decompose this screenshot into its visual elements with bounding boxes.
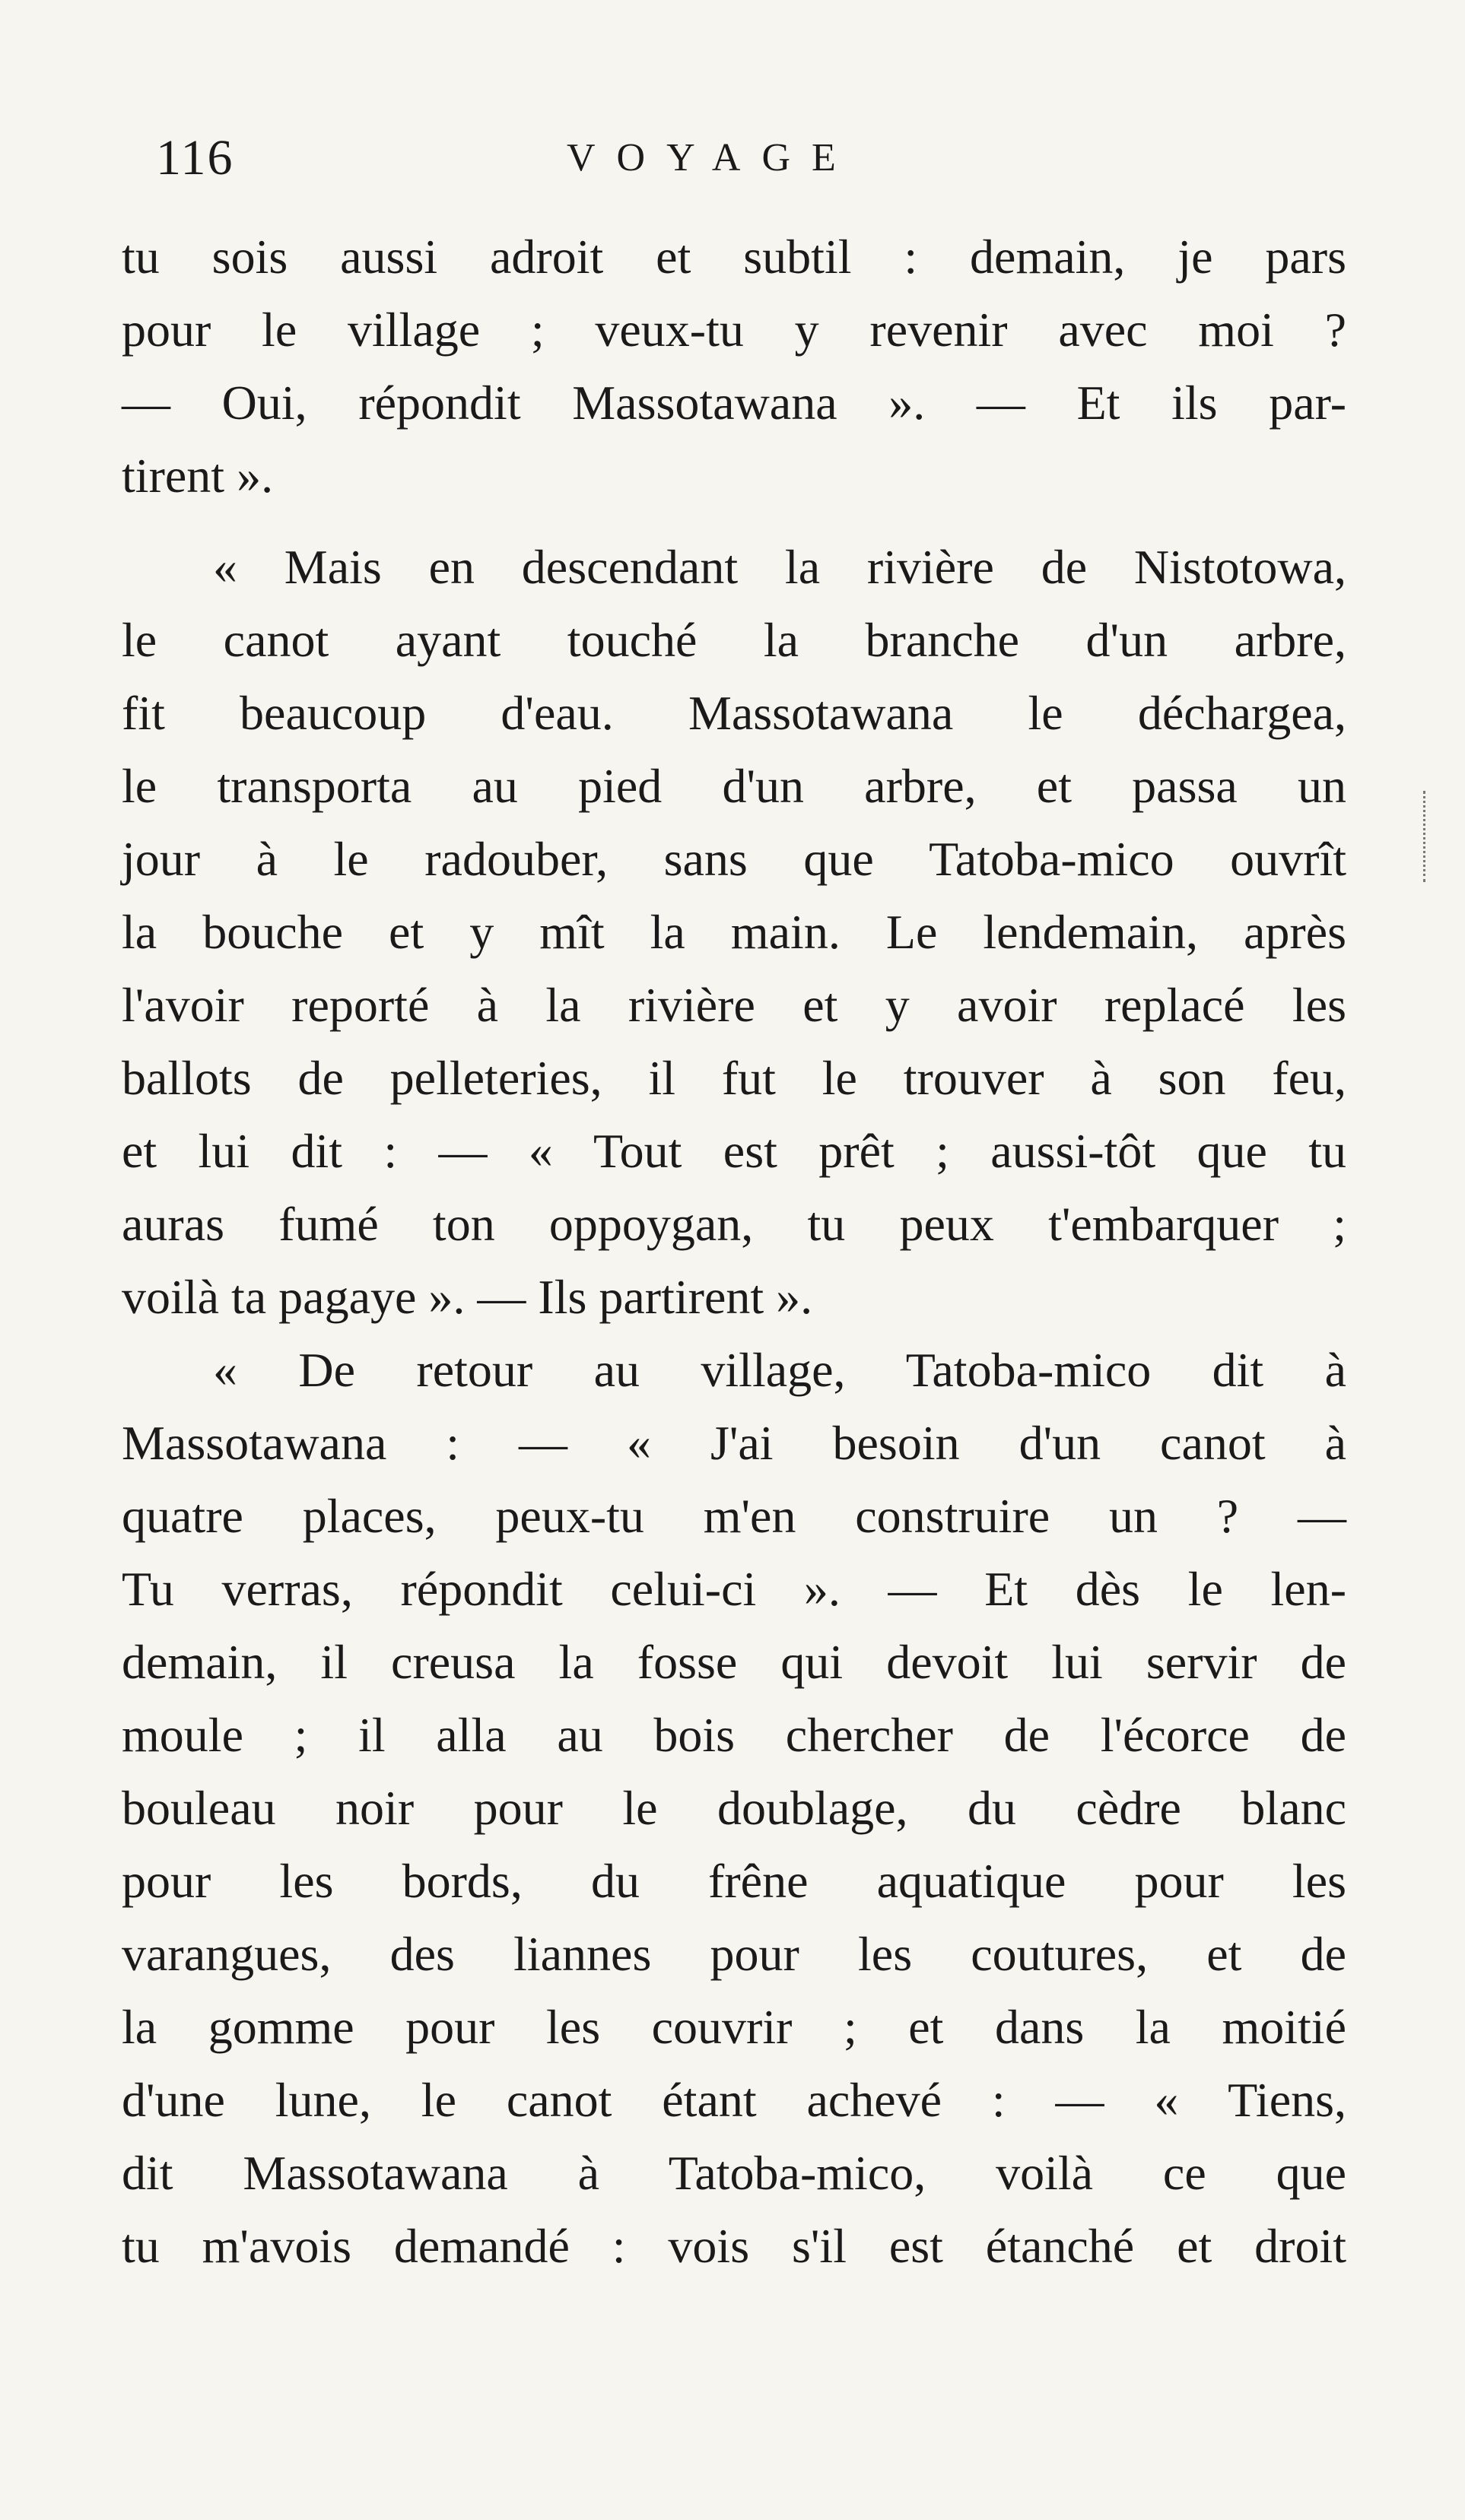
text-line: tu sois aussi adroit et subtil : demain, je pars [122,230,1346,284]
text-line: pour le village ; veux-tu y revenir avec moi ? [122,303,1346,357]
text-line: tirent ». [122,449,274,503]
text-line: fit beaucoup d'eau. Massotawana le déchargea, [122,686,1346,740]
text-line: bouleau noir pour le doublage, du cèdre blanc [122,1781,1346,1835]
page-number: 116 [156,130,234,186]
text-line: voilà ta pagaye ». — Ils partirent ». [122,1270,813,1324]
text-line: Tu verras, répondit celui-ci ». — Et dès le len- [122,1562,1346,1616]
text-line: la bouche et y mît la main. Le lendemain, après [122,905,1346,959]
text-line: « Mais en descendant la rivière de Nistotowa, [213,540,1346,594]
text-line: quatre places, peux-tu m'en construire un ? — [122,1489,1346,1543]
text-line: tu m'avois demandé : vois s'il est étanché et droit [122,2219,1346,2273]
text-line: jour à le radouber, sans que Tatoba-mico ouvrît [122,832,1346,886]
page-header [156,129,1343,205]
text-line: la gomme pour les couvrir ; et dans la moitié [122,2000,1346,2054]
text-line: le canot ayant touché la branche d'un arbre, [122,613,1346,667]
text-line: le transporta au pied d'un arbre, et passa un [122,759,1346,813]
text-line: demain, il creusa la fosse qui devoit lui servir de [122,1635,1346,1689]
text-line: d'une lune, le canot étant achevé : — « Tiens, [122,2073,1346,2127]
text-line: « De retour au village, Tatoba-mico dit à [213,1343,1346,1397]
text-line: Massotawana : — « J'ai besoin d'un canot à [122,1416,1346,1470]
text-line: varangues, des liannes pour les coutures, et de [122,1927,1346,1981]
text-line: l'avoir reporté à la rivière et y avoir replacé les [122,978,1346,1032]
text-line: ballots de pelleteries, il fut le trouver à son feu, [122,1051,1346,1105]
text-line: moule ; il alla au bois chercher de l'écorce de [122,1708,1346,1762]
text-line: — Oui, répondit Massotawana ». — Et ils par- [122,376,1346,430]
text-line: pour les bords, du frêne aquatique pour les [122,1854,1346,1908]
body-text [122,221,1346,2283]
text-line: dit Massotawana à Tatoba-mico, voilà ce que [122,2146,1346,2200]
margin-mark [1423,791,1435,882]
text-line: auras fumé ton oppoygan, tu peux t'embarquer ; [122,1197,1346,1251]
running-title: VOYAGE [567,136,857,179]
text-line: et lui dit : — « Tout est prêt ; aussi-tôt que tu [122,1124,1346,1178]
